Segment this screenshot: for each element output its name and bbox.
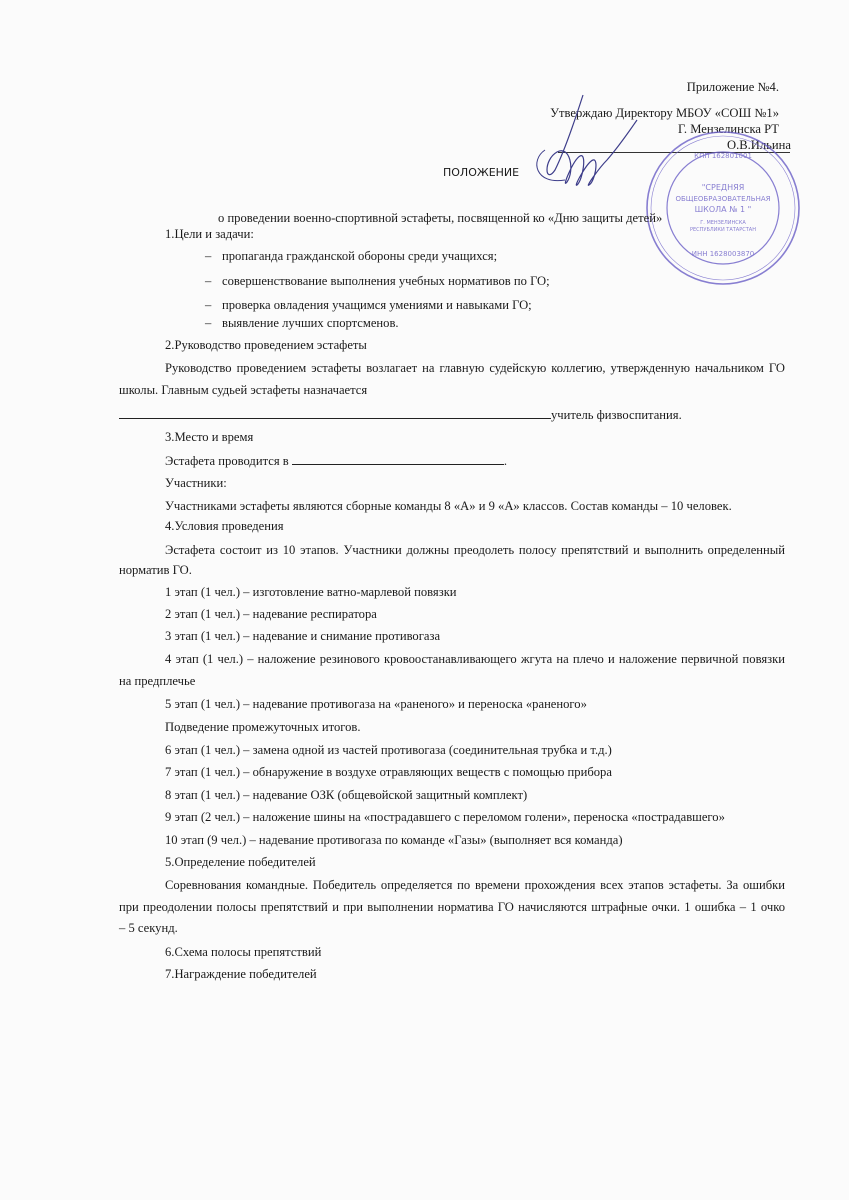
list-item: – пропаганда гражданской обороны среди учащихся; <box>205 249 498 263</box>
document-title: ПОЛОЖЕНИЕ <box>443 166 520 179</box>
list-item: – проверка овладения учащимся умениями и навыками ГО; <box>205 298 532 312</box>
svg-text:КПП 162801001: КПП 162801001 <box>694 152 752 160</box>
section-heading: 6.Схема полосы препятствий <box>165 945 322 959</box>
document-subtitle: о проведении военно-спортивной эстафеты, посвященной ко «Дню защиты детей» <box>218 211 663 225</box>
stage-item: 6 этап (1 чел.) – замена одной из частей противогаза (соединительная трубка и т.д.) <box>165 743 612 757</box>
svg-text:ИНН 1628003870: ИНН 1628003870 <box>691 250 755 258</box>
stage-item: 10 этап (9 чел.) – надевание противогаза по команде «Газы» (выполняет вся команда) <box>165 833 623 847</box>
city-text: Г. Мензелинска РТ <box>678 122 779 136</box>
stage-item: 9 этап (2 чел.) – наложение шины на «пострадавшего с переломом голени», переноска «пострадавшего» <box>165 810 725 824</box>
paragraph-line: школы. Главным судьей эстафеты назначается <box>119 383 368 397</box>
stage-item: на предплечье <box>119 674 196 688</box>
dash-marker: – <box>205 249 212 263</box>
paragraph-line: при преодолении полосы препятствий и при выполнении норматива ГО начисляются штрафные очки. 1 ошибка – 1 очко <box>119 900 785 914</box>
svg-text:"СРЕДНЯЯ: "СРЕДНЯЯ <box>701 183 745 192</box>
section-heading: 5.Определение победителей <box>165 855 316 869</box>
appendix-label: Приложение №4. <box>686 80 779 94</box>
list-item: – выявление лучших спортсменов. <box>205 316 399 330</box>
stage-item: 5 этап (1 чел.) – надевание противогаза на «раненого» и переноска «раненого» <box>165 697 587 711</box>
school-stamp <box>643 128 803 288</box>
section-heading: 7.Награждение победителей <box>165 967 317 981</box>
paragraph-line: учитель физвоспитания. <box>119 407 682 423</box>
stage-item: 8 этап (1 чел.) – надевание ОЗК (общевойской защитный комплект) <box>165 788 528 802</box>
stage-item: 7 этап (1 чел.) – обнаружение в воздухе отравляющих веществ с помощью прибора <box>165 765 612 779</box>
blank-field <box>292 453 504 465</box>
svg-text:ШКОЛА № 1 ": ШКОЛА № 1 " <box>694 205 752 214</box>
section-heading: 3.Место и время <box>165 430 254 444</box>
paragraph-line: Эстафета проводится в . <box>165 454 508 468</box>
paragraph-line: Руководство проведением эстафеты возлагает на главную судейскую коллегию, утвержденную начальником ГО <box>165 361 785 375</box>
stage-item: 4 этап (1 чел.) – наложение резинового кровоостанавливающего жгута на плечо и наложение первичной повязки <box>165 652 785 666</box>
blank-field <box>119 407 551 419</box>
stage-item: Подведение промежуточных итогов. <box>165 720 361 734</box>
paragraph-line: Соревнования командные. Победитель определяется по времени прохождения всех этапов эстафеты. За ошибки <box>165 878 785 892</box>
dash-marker: – <box>205 274 212 288</box>
signature <box>525 90 645 200</box>
paragraph-line: норматив ГО. <box>119 563 192 577</box>
dash-marker: – <box>205 298 212 312</box>
section-heading: 4.Условия проведения <box>165 519 284 533</box>
stage-item: 1 этап (1 чел.) – изготовление ватно-марлевой повязки <box>165 585 457 599</box>
svg-text:ОБЩЕОБРАЗОВАТЕЛЬНАЯ: ОБЩЕОБРАЗОВАТЕЛЬНАЯ <box>675 195 771 203</box>
svg-text:РЕСПУБЛИКИ ТАТАРСТАН: РЕСПУБЛИКИ ТАТАРСТАН <box>690 227 756 233</box>
director-name: О.В.Ильина <box>727 138 791 152</box>
section-heading: 2.Руководство проведением эстафеты <box>165 338 367 352</box>
stage-item: 2 этап (1 чел.) – надевание респиратора <box>165 607 377 621</box>
paragraph-line: Участниками эстафеты являются сборные команды 8 «А» и 9 «А» классов. Состав команды – 10 человек. <box>165 499 732 513</box>
svg-text:Г. МЕНЗЕЛИНСКА: Г. МЕНЗЕЛИНСКА <box>700 220 746 226</box>
paragraph-line: – 5 секунд. <box>119 921 178 935</box>
dash-marker: – <box>205 316 212 330</box>
paragraph-line: Эстафета состоит из 10 этапов. Участники должны преодолеть полосу препятствий и выполнить определенный <box>165 543 785 557</box>
list-item: – совершенствование выполнения учебных нормативов по ГО; <box>205 274 550 288</box>
approval-text: Утверждаю Директору МБОУ «СОШ №1» <box>550 106 779 120</box>
stage-item: 3 этап (1 чел.) – надевание и снимание противогаза <box>165 629 441 643</box>
section-heading: 1.Цели и задачи: <box>165 227 254 241</box>
participants-heading: Участники: <box>165 476 227 490</box>
